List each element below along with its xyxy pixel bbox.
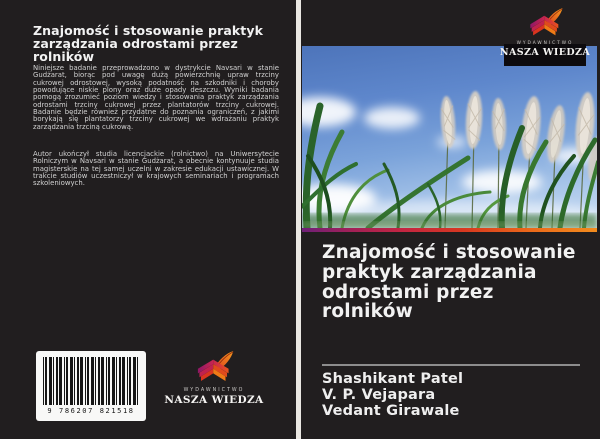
- book-with-feather-icon: [191, 350, 237, 386]
- barcode-bars: [43, 357, 139, 405]
- cover-photo-sugarcane-field: [302, 46, 597, 228]
- front-title: Znajomość i stosowanie praktyk zarządzania odrostami przez rolników: [322, 242, 576, 323]
- author-bio-text: Autor ukończył studia licencjackie (rolnictwo) na Uniwersytecie Rolniczym w Navsari w stanie Gudżarat, a obecnie kontynuuje studia magisterskie na tej samej uczelni w zakresie edukacji ustawicznej. W trakcie studiów uczestniczył w krajowych seminariach i programach szkoleniowych.: [33, 150, 279, 188]
- publisher-imprint-label: WYDAWNICTWO: [183, 388, 245, 393]
- spine-divider: [296, 0, 301, 439]
- publisher-imprint-label: WYDAWNICTWO: [516, 41, 574, 46]
- back-title: Znajomość i stosowanie praktyk zarządzania odrostami przez rolników: [33, 23, 264, 65]
- authors-block: [322, 371, 463, 420]
- book-with-feather-icon: [524, 7, 566, 40]
- isbn-barcode: [36, 351, 146, 421]
- publisher-logo-top: [499, 0, 591, 66]
- author-name: V. P. Vejapara: [322, 387, 436, 404]
- author-name: Vedant Girawale: [322, 403, 460, 420]
- back-summary-text: Niniejsze badanie przeprowadzono w dystrykcie Navsari w stanie Gudżarat, biorąc pod uwagę dużą powierzchnię upraw trzciny cukrowej odrostowej, wysoką podatność na szkodniki i choroby powodujące niskie plony oraz duże opady deszczu. Wyniki badania pomogą zrozumieć poziom wiedzy i stosowania praktyk zarządzania odrostami trzciny cukrowej przez plantatorów trzciny cukrowej. Badanie będzie również przydatne do poznania ograniczeń, z jakimi borykają się plantatorzy trzciny cukrowej we wdrażaniu praktyk zarządzania trzciną cukrową.: [33, 64, 279, 131]
- publisher-logo-bottom: [166, 350, 262, 406]
- accent-gradient-strip: [302, 228, 597, 232]
- author-name: Shashikant Patel: [322, 371, 464, 387]
- publisher-name-label: NASZA WIEDZA: [499, 47, 591, 58]
- authors-divider-line: [322, 364, 580, 366]
- barcode-digits: 9 786207 821518: [47, 407, 135, 415]
- publisher-name-label: NASZA WIEDZA: [164, 394, 264, 406]
